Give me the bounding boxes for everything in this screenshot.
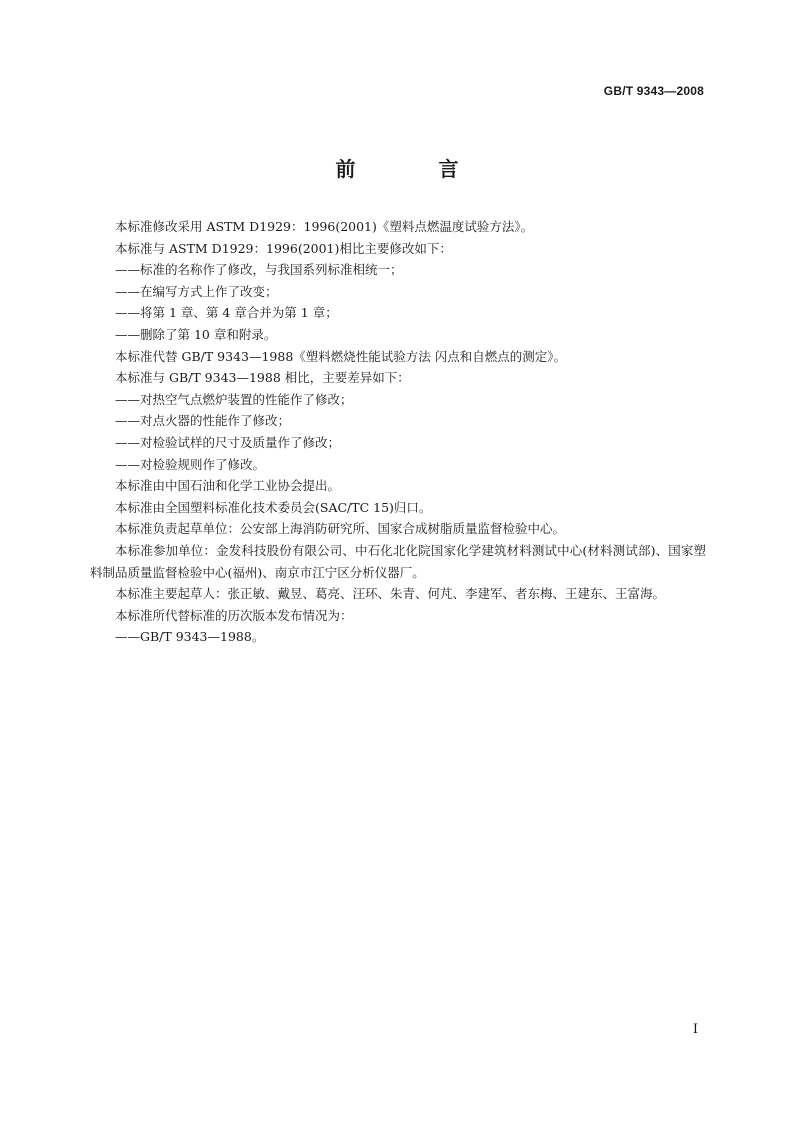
list-item: ——将第 1 章、第 4 章合并为第 1 章； — [115, 305, 338, 321]
paragraph: 本标准修改采用 ASTM D1929：1996(2001)《塑料点燃温度试验方法》。 — [115, 219, 534, 234]
paragraph: 本标准与 GB/T 9343—1988 相比，主要差异如下： — [115, 370, 410, 386]
list-item: ——删除了第 10 章和附录。 — [115, 326, 277, 342]
paragraph: 本标准参加单位：金发科技股份有限公司、中石化北化院国家化学建筑材料测试中心(材料测试部)、国家塑料制品质量监督检验中心(福州)、南京市江宁区分析仪器厂。 — [90, 542, 706, 580]
list-item: ——标准的名称作了修改，与我国系列标准相统一； — [115, 262, 403, 278]
paragraph: 本标准由中国石油和化学工业协会提出。 — [115, 478, 341, 494]
standard-code-header: GB/T 9343—2008 — [603, 84, 704, 98]
list-item: ——对点火器的性能作了修改； — [115, 413, 291, 429]
paragraph: 本标准与 ASTM D1929：1996(2001)相比主要修改如下： — [115, 240, 452, 256]
list-item: ——在编写方式上作了改变； — [115, 283, 278, 299]
page-title: 前 言 — [335, 157, 497, 181]
paragraph: 本标准代替 GB/T 9343—1988《塑料燃烧性能试验方法 闪点和自燃点的测定》。 — [115, 348, 567, 364]
paragraph: 本标准由全国塑料标准化技术委员会(SAC/TC 15)归口。 — [115, 499, 432, 515]
page-number: I — [692, 1022, 698, 1037]
foreword-body — [90, 216, 706, 648]
list-item: ——对热空气点燃炉装置的性能作了修改； — [115, 391, 353, 407]
paragraph: 本标准主要起草人：张正敏、戴昱、葛亮、汪环、朱青、何芃、李建军、者东梅、王建东、王富海。 — [115, 586, 666, 602]
list-item: ——GB/T 9343—1988。 — [115, 629, 265, 645]
paragraph: 本标准负责起草单位：公安部上海消防研究所、国家合成树脂质量监督检验中心。 — [115, 521, 566, 537]
list-item: ——对检验试样的尺寸及质量作了修改； — [115, 434, 341, 450]
paragraph: 本标准所代替标准的历次版本发布情况为： — [115, 607, 353, 623]
list-item: ——对检验规则作了修改。 — [115, 456, 266, 472]
